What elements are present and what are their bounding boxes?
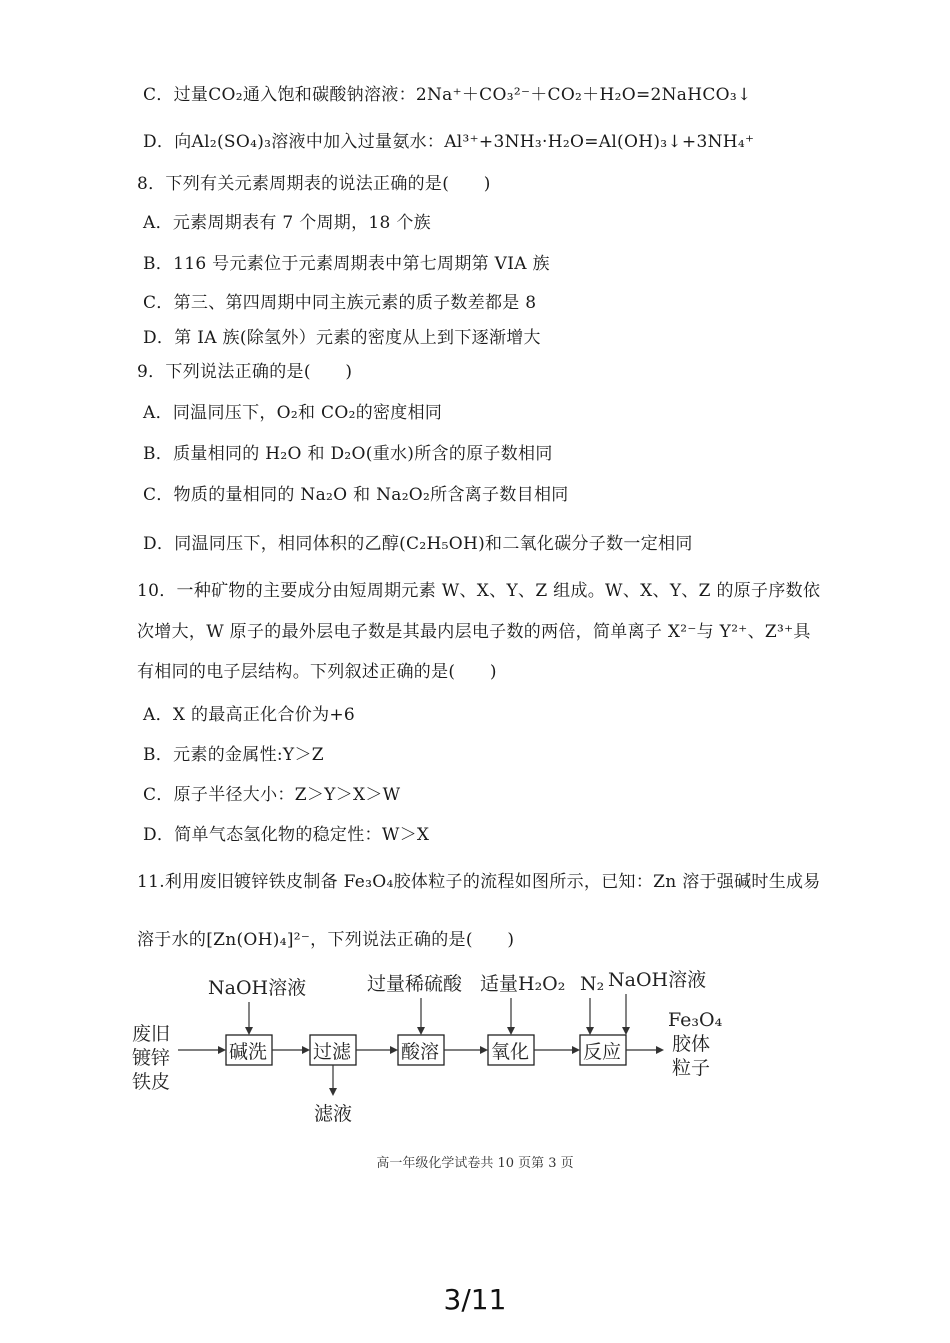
q10-option-a: A．X 的最高正化合价为+6: [143, 705, 356, 725]
question-11-line-1: 11.利用废旧镀锌铁皮制备 Fe₃O₄胶体粒子的流程如图所示，已知：Zn 溶于强碱时生成易: [137, 872, 821, 892]
step-alkali-wash: 碱洗: [229, 1041, 268, 1063]
filtrate-label: 滤液: [314, 1103, 353, 1125]
page-number: 3/11: [443, 1283, 507, 1316]
q10-option-b: B．元素的金属性:Y＞Z: [143, 745, 324, 765]
start-line-1: 废旧: [132, 1023, 171, 1045]
q8-option-b: B．116 号元素位于元素周期表中第七周期第 VIA 族: [143, 254, 550, 274]
arrowhead-4: [480, 1046, 488, 1054]
question-8: 8．下列有关元素周期表的说法正确的是( ): [137, 174, 491, 194]
reagent-naoh-2: NaOH溶液: [608, 969, 707, 991]
arrowhead-6: [656, 1046, 664, 1054]
page-footer: 高一年级化学试卷共 10 页第 3 页: [376, 1156, 574, 1171]
reagent-n2: N₂: [580, 973, 605, 995]
q9-option-a: A．同温同压下，O₂和 CO₂的密度相同: [143, 403, 443, 423]
question-10-line-3: 有相同的电子层结构。下列叙述正确的是( ): [137, 662, 497, 682]
q8-option-a: A．元素周期表有 7 个周期，18 个族: [143, 213, 431, 233]
q9-option-c: C．物质的量相同的 Na₂O 和 Na₂O₂所含离子数目相同: [143, 485, 569, 505]
flow-diagram: [120, 962, 740, 1132]
q10-option-c: C．原子半径大小：Z＞Y＞X＞W: [143, 785, 401, 805]
q7-option-d: D．向Al₂(SO₄)₃溶液中加入过量氨水：Al³⁺+3NH₃·H₂O=Al(OH)₃↓+3NH₄⁺: [143, 132, 755, 152]
step-react: 反应: [583, 1041, 622, 1063]
step-acid-dissolve: 酸溶: [401, 1041, 440, 1063]
arrowhead-2: [302, 1046, 310, 1054]
arrowhead-3: [390, 1046, 398, 1054]
question-11-line-2: 溶于水的[Zn(OH)₄]²⁻，下列说法正确的是( ): [137, 930, 515, 950]
arrowhead-1: [218, 1046, 226, 1054]
product-line-2: 胶体: [672, 1033, 711, 1055]
question-9: 9．下列说法正确的是( ): [137, 362, 353, 382]
reagent-h2o2: 适量H₂O₂: [480, 973, 566, 995]
question-10-line-1: 10．一种矿物的主要成分由短周期元素 W、X、Y、Z 组成。W、X、Y、Z 的原子序数依: [137, 581, 821, 601]
q8-option-d: D．第 IA 族(除氢外）元素的密度从上到下逐渐增大: [143, 328, 541, 348]
q7-option-c: C．过量CO₂通入饱和碳酸钠溶液：2Na⁺＋CO₃²⁻＋CO₂＋H₂O=2NaHCO₃↓: [143, 85, 752, 105]
q9-option-d: D．同温同压下，相同体积的乙醇(C₂H₅OH)和二氧化碳分子数一定相同: [143, 534, 693, 554]
arrowhead-reagent-5: [622, 1027, 630, 1035]
step-filter: 过滤: [313, 1041, 352, 1063]
arrowhead-reagent-3: [507, 1027, 515, 1035]
q9-option-b: B．质量相同的 H₂O 和 D₂O(重水)所含的原子数相同: [143, 444, 553, 464]
q10-option-d: D．简单气态氢化物的稳定性：W＞X: [143, 825, 430, 845]
question-10-line-2: 次增大，W 原子的最外层电子数是其最内层电子数的两倍，简单离子 X²⁻与 Y²⁺、Z³⁺具: [137, 622, 811, 642]
step-oxidize: 氧化: [491, 1041, 530, 1063]
reagent-dilute-sulfuric-acid: 过量稀硫酸: [367, 973, 463, 995]
product-line-1: Fe₃O₄: [668, 1009, 723, 1031]
arrowhead-filtrate: [329, 1088, 337, 1096]
arrowhead-5: [572, 1046, 580, 1054]
q8-option-c: C．第三、第四周期中同主族元素的质子数差都是 8: [143, 293, 537, 313]
arrowhead-reagent-2: [417, 1027, 425, 1035]
product-line-3: 粒子: [672, 1057, 711, 1079]
start-line-3: 铁皮: [132, 1071, 171, 1093]
reagent-naoh-1: NaOH溶液: [208, 977, 307, 999]
start-line-2: 镀锌: [132, 1047, 171, 1069]
arrowhead-reagent-1: [245, 1027, 253, 1035]
arrowhead-reagent-4: [586, 1027, 594, 1035]
